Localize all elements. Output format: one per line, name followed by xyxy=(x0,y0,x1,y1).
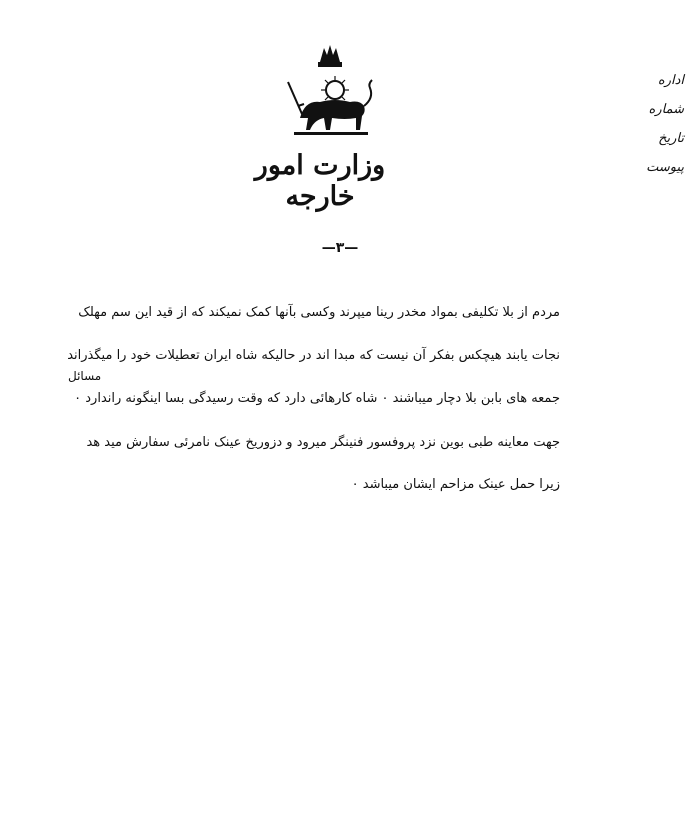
page-number: —۳— xyxy=(321,240,359,256)
body-line: نجات یابند هیچکس بفکر آن نیست که مبدا اند در حالیکه شاه ایران تعطیلات خود را میگذراند xyxy=(67,348,560,363)
office-label: اداره xyxy=(657,73,684,88)
date-label: تاریخ xyxy=(658,131,684,146)
body-line: جهت معاینه طبی بوین نزد پروفسور فنینگر میرود و دزوریخ عینک نامرئی سفارش مید هد xyxy=(86,435,560,450)
letterhead-fields xyxy=(614,66,684,182)
lion-and-sun-emblem-icon xyxy=(280,40,380,140)
ministry-title: وزارت امور خارجه xyxy=(254,150,386,212)
interlinear-note: مسائل xyxy=(68,369,102,383)
number-label: شماره xyxy=(648,102,684,117)
attachment-label: پیوست xyxy=(646,160,684,175)
body-line: زیرا حمل عینک مزاحم ایشان میباشد ۰ xyxy=(351,477,560,492)
body-line: جمعه های بابن بلا دچار میباشند ۰ شاه کارهائی دارد که وقت رسیدگی بسا اینگونه راندارد ۰ xyxy=(74,391,560,406)
body-line: مردم از بلا تکلیفی بمواد مخدر رینا میپرند وکسی بآنها کمک نمیکند که از قید این سم مهلک xyxy=(78,305,560,320)
